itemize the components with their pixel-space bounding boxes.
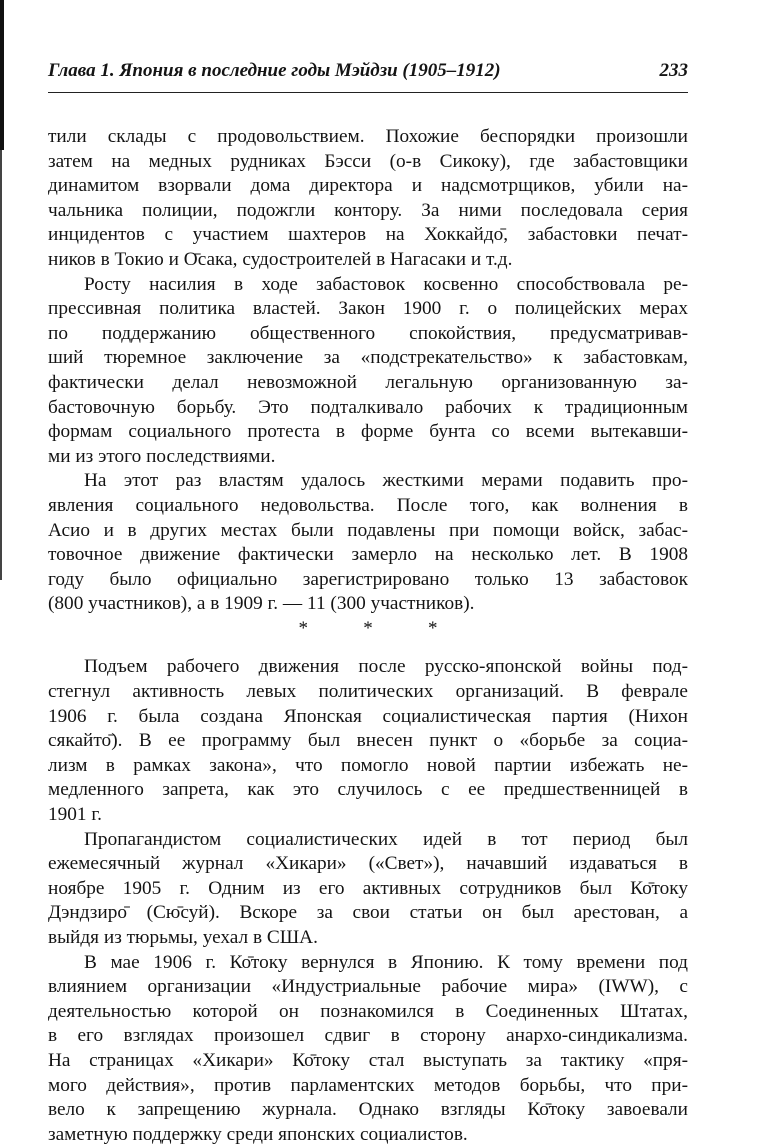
- text-line: ежемесячный журнал «Хикари» («Свет»), начавший издаваться в: [48, 853, 688, 875]
- header-rule: [48, 92, 688, 93]
- text-line: В мае 1906 г. Ко̄току вернулся в Японию. К тому времени под: [84, 951, 688, 973]
- text-line: фактически делал невозможной легальную организованную за-: [48, 371, 688, 393]
- text-line: в его взглядах произошел сдвиг в сторону анархо-синдикализма.: [48, 1025, 688, 1047]
- text-line: влиянием организации «Индустриальные рабочие мира» (IWW), с: [48, 976, 688, 998]
- text-line: заметную поддержку среди японских социалистов.: [48, 1123, 468, 1145]
- text-line: формам социального протеста в форме бунта со всеми вытекавши-: [48, 421, 688, 443]
- text-line: динамитом взорвали дома директора и надсмотрщиков, убили на-: [48, 175, 688, 197]
- paragraph-5: [48, 828, 688, 951]
- paragraph-1: [48, 125, 688, 273]
- page-number: 233: [659, 60, 688, 81]
- paragraph-6: [48, 951, 688, 1147]
- text-line: бастовочную борьбу. Это подталкивало рабочих к традиционным: [48, 396, 688, 418]
- text-line: тили склады с продовольствием. Похожие беспорядки произошли: [48, 126, 688, 147]
- text-line: прессивная политика властей. Закон 1900 г. о полицейских мерах: [48, 298, 688, 320]
- text-line: На страницах «Хикари» Ко̄току стал выступать за тактику «пря-: [48, 1049, 688, 1071]
- text-line: затем на медных рудниках Бэсси (о-в Сикоку), где забастовщики: [48, 150, 688, 172]
- text-line: Росту насилия в ходе забастовок косвенно способствовала ре-: [84, 273, 688, 295]
- separator-asterisk: *: [363, 617, 373, 639]
- text-line: лизм в рамках закона», что помогло новой партии избежать не-: [48, 754, 688, 776]
- text-line: ноябре 1905 г. Одним из его активных сотрудников был Ко̄току: [48, 877, 688, 899]
- paragraph-4: [48, 655, 688, 827]
- text-line: товочное движение фактически замерло на несколько лет. В 1908: [48, 544, 688, 566]
- text-line: 1901 г.: [48, 804, 102, 826]
- text-line: мого действия», против парламентских методов борьбы, что при-: [48, 1074, 688, 1096]
- section-separator: [48, 617, 688, 642]
- text-line: явления социального недовольства. После того, как волнения в: [48, 494, 688, 516]
- text-line: ми из этого последствиями.: [48, 445, 276, 467]
- text-line: сякайто̄). В ее программу был внесен пункт о «борьбе за социа-: [48, 730, 688, 752]
- paragraph-2: [48, 273, 688, 470]
- text-line: На этот раз властям удалось жесткими мерами подавить про-: [84, 470, 688, 492]
- text-line: деятельностью которой он познакомился в Соединенных Штатах,: [48, 1000, 688, 1022]
- text-line: Подъем рабочего движения после русско-японской войны под-: [84, 656, 688, 678]
- text-line: Асио и в других местах были подавлены при помощи войск, забас-: [48, 519, 688, 541]
- scan-edge-shadow: [0, 150, 2, 580]
- text-line: по поддержанию общественного спокойствия, предусматривав-: [48, 322, 688, 344]
- text-line: инцидентов с участием шахтеров на Хоккайдо̄, забастовки печат-: [48, 224, 688, 246]
- paragraph-3: [48, 469, 688, 617]
- running-header: [48, 60, 688, 90]
- text-line: медленного запрета, как это случилось с ее предшественницей в: [48, 779, 688, 801]
- text-line: ший тюремное заключение за «подстрекательство» к забастовкам,: [48, 347, 688, 369]
- separator-asterisk: *: [298, 617, 308, 639]
- page-body: [48, 125, 688, 1147]
- text-line: вело к запрещению журнала. Однако взгляды Ко̄току завоевали: [48, 1099, 688, 1121]
- text-line: Пропагандистом социалистических идей в тот период был: [84, 828, 688, 850]
- chapter-title: Глава 1. Япония в последние годы Мэйдзи (1905–1912): [48, 60, 501, 81]
- text-line: чальника полиции, подожгли контору. За ними последовала серия: [48, 199, 688, 221]
- separator-asterisk: *: [428, 617, 438, 639]
- scan-edge: [0, 0, 4, 150]
- text-line: 1906 г. была создана Японская социалистическая партия (Нихон: [48, 705, 688, 727]
- text-line: стегнул активность левых политических организаций. В феврале: [48, 681, 688, 703]
- text-line: выйдя из тюрьмы, уехал в США.: [48, 927, 318, 948]
- text-line: Дэндзиро̄ (Сю̄суй). Вскоре за свои статьи он был арестован, а: [48, 902, 688, 924]
- text-line: году было официально зарегистрировано только 13 забастовок: [48, 568, 688, 590]
- text-line: (800 участников), а в 1909 г. — 11 (300 участников).: [48, 593, 475, 615]
- text-line: ников в Токио и О̄сака, судостроителей в Нагасаки и т.д.: [48, 248, 513, 270]
- section-gap: [48, 641, 688, 655]
